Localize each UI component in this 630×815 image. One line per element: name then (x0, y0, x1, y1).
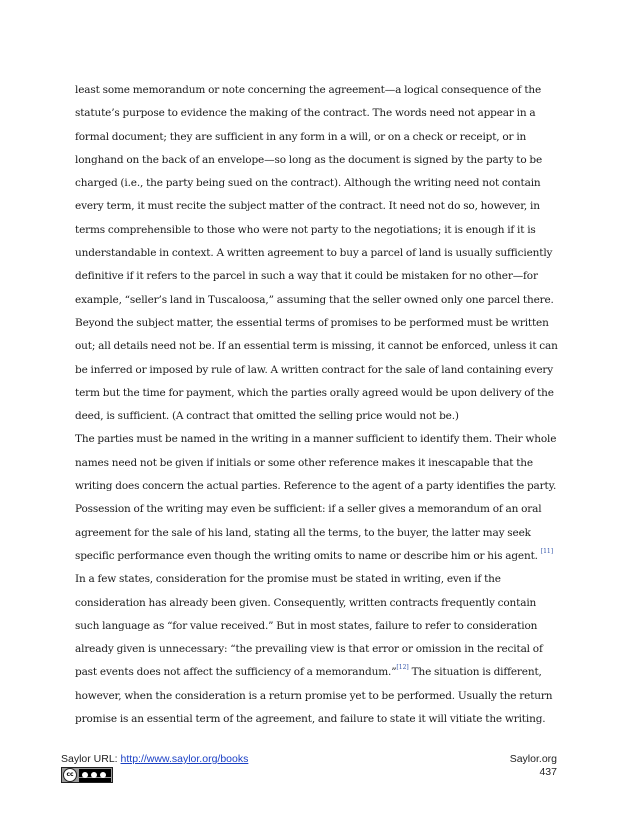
creative-commons-license-badge (61, 767, 113, 783)
paragraph-consideration (75, 568, 559, 731)
footer-site-name: Saylor.org (509, 753, 557, 765)
paragraph-text: In a few states, consideration for the promise must be stated in writing, even if the consideration has already been given. Consequently, written contracts frequently contain such language as “for value received.” But in most states, failure to refer to consideration already given is unnecessary: “the prevailing view is that error or omission in the recital of past events does not affect the sufficiency of a memorandum.” (75, 573, 543, 679)
footer-url-label: Saylor URL: (61, 753, 121, 765)
cc-icon: cc (63, 768, 77, 782)
paragraph-text: The parties must be named in the writing in a manner sufficient to identify them. Their whole names need not be given if initials or some other reference makes it inescapable that the writing does concern the actual parties. Reference to the agent of a party identifies the party. Possession of the writing may even be sufficient: if a seller gives a memorandum of an oral agreement for the sale of his land, stating all the terms, to the buyer, the latter may seek specific performance even though the writing omits to name or describe him or his agent. (75, 433, 557, 562)
footer-site-info (510, 753, 557, 779)
license-attribution-icons (79, 769, 111, 777)
paragraph-parties-named (75, 428, 559, 568)
footnote-link-12[interactable]: [12] (396, 664, 409, 672)
paragraph-text: least some memorandum or note concerning the agreement—a logical consequence of the statute’s purpose to evidence the making of the contract. The words need not appear in a formal document; they are sufficient in any form in a will, or on a check or receipt, or in longhand on the back of an envelope—so long as the document is signed by the party to be charged (i.e., the party being sued on the contract). Although the writing need not contain every term, it must recite the subject matter of the contract. It need not do so, however, in terms comprehensible to those who were not party to the negotiations; it is enough if it is understandable in context. A written agreement to buy a parcel of land is usually sufficiently definitive if it refers to the parcel in such a way that it could be mistaken for no other—for example, “seller’s land in Tuscaloosa,” assuming that the seller owned only one parcel there. Beyond the subject matter, the essential terms of promises to be performed must be written out; all details need not be. If an essential term is missing, it cannot be enforced, unless it can be inferred or imposed by rule of law. A written contract for the sale of land containing every term but the time for payment, which the parties orally agreed would be upon delivery of the deed, is sufficient. (A contract that omitted the selling price would not be.) (75, 84, 558, 423)
footer-page-number: 437 (539, 766, 557, 778)
footer-source (61, 753, 248, 765)
paragraph-text: The situation is different, however, when the consideration is a return promise yet to be performed. Usually the return promise is an essential term of the agreement, and failure to state it will vitiate the writing. (75, 666, 553, 726)
paragraph-statute-memorandum (75, 79, 559, 428)
footnote-link-11[interactable]: [11] (540, 547, 554, 555)
footer-url-link[interactable]: http://www.saylor.org/books (120, 753, 249, 765)
page-body (75, 79, 559, 731)
